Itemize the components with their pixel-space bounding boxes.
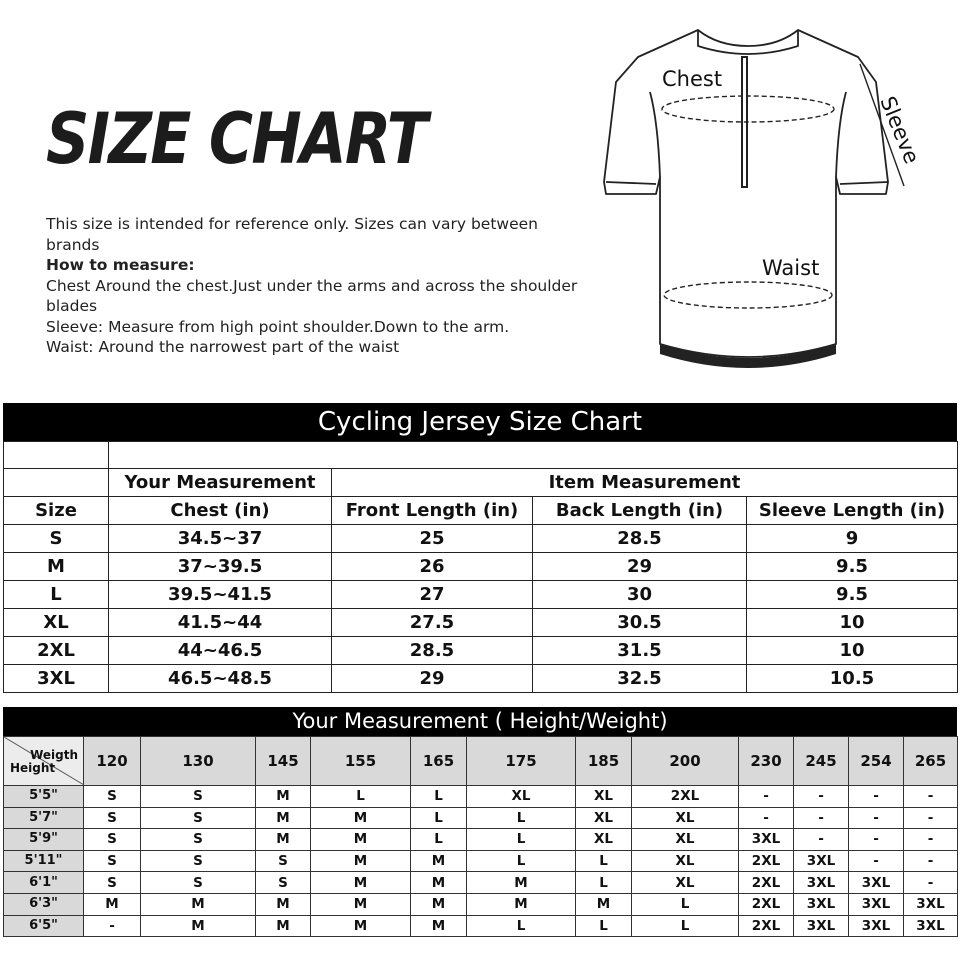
weight-header: 254 — [849, 737, 904, 786]
weight-header: 155 — [311, 737, 411, 786]
jersey-diagram — [598, 22, 924, 372]
column-header: Chest (in) — [109, 497, 332, 525]
size-row — [4, 637, 958, 665]
group-item-measurement: Item Measurement — [332, 469, 958, 497]
waist-instruction: Waist: Around the narrowest part of the waist — [46, 338, 400, 356]
recommended-size: - — [904, 872, 958, 894]
recommended-size: XL — [467, 786, 576, 808]
recommended-size: L — [411, 786, 467, 808]
recommended-size: L — [411, 829, 467, 851]
weight-header: 145 — [256, 737, 311, 786]
recommended-size: L — [632, 915, 739, 937]
size-value: 37~39.5 — [109, 553, 332, 581]
recommended-size: M — [256, 807, 311, 829]
recommended-size: - — [904, 850, 958, 872]
recommended-size: S — [256, 872, 311, 894]
recommended-size: L — [467, 829, 576, 851]
recommended-size: - — [739, 807, 794, 829]
recommended-size: M — [311, 829, 411, 851]
recommended-size: M — [141, 893, 256, 915]
size-value: 9.5 — [747, 581, 958, 609]
recommended-size: 2XL — [739, 893, 794, 915]
hw-header-row — [4, 737, 958, 786]
size-value: 34.5~37 — [109, 525, 332, 553]
recommended-size: 3XL — [794, 893, 849, 915]
size-row — [4, 665, 958, 693]
weight-header: 265 — [904, 737, 958, 786]
reference-note: This size is intended for reference only. Sizes can vary between brands — [46, 215, 538, 254]
recommended-size: XL — [576, 807, 632, 829]
size-value: 9 — [747, 525, 958, 553]
recommended-size: - — [84, 915, 141, 937]
size-label: S — [4, 525, 109, 553]
size-value: 46.5~48.5 — [109, 665, 332, 693]
recommended-size: XL — [576, 829, 632, 851]
recommended-size: S — [141, 829, 256, 851]
size-value: 32.5 — [533, 665, 747, 693]
recommended-size: 3XL — [904, 893, 958, 915]
how-to-measure-heading: How to measure: — [46, 256, 195, 274]
page-title: SIZE CHART — [46, 98, 427, 180]
recommended-size: - — [849, 807, 904, 829]
sleeve-instruction: Sleeve: Measure from high point shoulder.Down to the arm. — [46, 317, 510, 336]
recommended-size: - — [794, 786, 849, 808]
recommended-size: - — [739, 786, 794, 808]
size-value: 44~46.5 — [109, 637, 332, 665]
recommended-size: M — [411, 850, 467, 872]
recommended-size: M — [141, 915, 256, 937]
recommended-size: 2XL — [739, 872, 794, 894]
height-row — [4, 872, 958, 894]
recommended-size: L — [576, 872, 632, 894]
size-label: XL — [4, 609, 109, 637]
chest-instruction: Chest Around the chest.Just under the arms and across the shoulder blades — [46, 276, 578, 315]
recommended-size: 3XL — [849, 872, 904, 894]
hw-chart-title: Your Measurement ( Height/Weight) — [3, 707, 957, 736]
weight-header: 175 — [467, 737, 576, 786]
recommended-size: XL — [632, 872, 739, 894]
right-cuff — [840, 182, 888, 184]
size-value: 10 — [747, 609, 958, 637]
height-row — [4, 807, 958, 829]
recommended-size: - — [904, 829, 958, 851]
recommended-size: M — [411, 893, 467, 915]
size-value: 29 — [332, 665, 533, 693]
size-value: 30 — [533, 581, 747, 609]
size-value: 28.5 — [533, 525, 747, 553]
height-label: 5'9" — [4, 829, 84, 851]
recommended-size: 3XL — [794, 850, 849, 872]
column-header: Front Length (in) — [332, 497, 533, 525]
size-row — [4, 609, 958, 637]
left-seam — [650, 92, 660, 177]
size-label: 3XL — [4, 665, 109, 693]
size-chart-title: Cycling Jersey Size Chart — [3, 403, 957, 441]
weight-header: 120 — [84, 737, 141, 786]
recommended-size: 2XL — [739, 850, 794, 872]
recommended-size: XL — [632, 807, 739, 829]
recommended-size: M — [311, 915, 411, 937]
recommended-size: - — [849, 786, 904, 808]
recommended-size: S — [84, 829, 141, 851]
recommended-size: M — [256, 829, 311, 851]
jersey-collar — [698, 30, 798, 54]
recommended-size: 3XL — [904, 915, 958, 937]
height-row — [4, 915, 958, 937]
recommended-size: 2XL — [632, 786, 739, 808]
size-chart-header-row — [4, 497, 958, 525]
recommended-size: 2XL — [739, 915, 794, 937]
left-cuff — [606, 182, 656, 184]
corner-cell — [4, 737, 84, 786]
size-value: 9.5 — [747, 553, 958, 581]
recommended-size: M — [311, 807, 411, 829]
recommended-size: M — [467, 893, 576, 915]
recommended-size: L — [467, 807, 576, 829]
recommended-size: S — [256, 850, 311, 872]
size-label: L — [4, 581, 109, 609]
size-label: M — [4, 553, 109, 581]
height-label: 6'3" — [4, 893, 84, 915]
recommended-size: - — [904, 807, 958, 829]
height-label: 6'1" — [4, 872, 84, 894]
recommended-size: M — [256, 786, 311, 808]
recommended-size: - — [794, 829, 849, 851]
recommended-size: S — [141, 807, 256, 829]
recommended-size: M — [256, 893, 311, 915]
size-value: 10 — [747, 637, 958, 665]
weight-header: 200 — [632, 737, 739, 786]
column-header: Back Length (in) — [533, 497, 747, 525]
size-row — [4, 581, 958, 609]
recommended-size: L — [576, 915, 632, 937]
corner-weight-label: Weigth — [30, 748, 78, 762]
size-value: 25 — [332, 525, 533, 553]
size-value: 27 — [332, 581, 533, 609]
chest-label: Chest — [662, 67, 723, 91]
size-chart-table — [3, 441, 958, 693]
size-row — [4, 553, 958, 581]
size-value: 31.5 — [533, 637, 747, 665]
recommended-size: L — [632, 893, 739, 915]
height-label: 6'5" — [4, 915, 84, 937]
recommended-size: M — [411, 915, 467, 937]
height-row — [4, 829, 958, 851]
recommended-size: M — [311, 850, 411, 872]
size-value: 10.5 — [747, 665, 958, 693]
size-row — [4, 525, 958, 553]
weight-header: 165 — [411, 737, 467, 786]
recommended-size: M — [256, 915, 311, 937]
recommended-size: L — [467, 915, 576, 937]
size-value: 27.5 — [332, 609, 533, 637]
recommended-size: M — [311, 893, 411, 915]
height-weight-table — [3, 736, 958, 937]
height-row — [4, 893, 958, 915]
weight-header: 230 — [739, 737, 794, 786]
recommended-size: S — [84, 786, 141, 808]
height-label: 5'11" — [4, 850, 84, 872]
recommended-size: - — [849, 829, 904, 851]
recommended-size: S — [84, 807, 141, 829]
group-your-measurement: Your Measurement — [109, 469, 332, 497]
weight-header: 245 — [794, 737, 849, 786]
recommended-size: XL — [632, 850, 739, 872]
size-value: 29 — [533, 553, 747, 581]
recommended-size: 3XL — [849, 893, 904, 915]
recommended-size: XL — [632, 829, 739, 851]
recommended-size: M — [311, 872, 411, 894]
recommended-size: S — [141, 786, 256, 808]
measurement-instructions — [46, 214, 586, 358]
column-header: Size — [4, 497, 109, 525]
recommended-size: L — [467, 850, 576, 872]
size-value: 39.5~41.5 — [109, 581, 332, 609]
recommended-size: - — [904, 786, 958, 808]
hem-band — [660, 344, 836, 368]
sleeve-label: Sleeve — [875, 92, 924, 168]
size-value: 41.5~44 — [109, 609, 332, 637]
corner-height-label: Height — [10, 761, 56, 775]
size-value: 28.5 — [332, 637, 533, 665]
weight-header: 130 — [141, 737, 256, 786]
recommended-size: L — [311, 786, 411, 808]
waist-label: Waist — [762, 256, 820, 280]
recommended-size: 3XL — [794, 915, 849, 937]
height-label: 5'5" — [4, 786, 84, 808]
size-value: 30.5 — [533, 609, 747, 637]
recommended-size: - — [794, 807, 849, 829]
recommended-size: M — [576, 893, 632, 915]
recommended-size: - — [849, 850, 904, 872]
weight-header: 185 — [576, 737, 632, 786]
recommended-size: XL — [576, 786, 632, 808]
size-label: 2XL — [4, 637, 109, 665]
recommended-size: S — [141, 872, 256, 894]
height-row — [4, 850, 958, 872]
recommended-size: 3XL — [739, 829, 794, 851]
recommended-size: S — [84, 850, 141, 872]
recommended-size: M — [84, 893, 141, 915]
recommended-size: M — [411, 872, 467, 894]
size-value: 26 — [332, 553, 533, 581]
height-row — [4, 786, 958, 808]
recommended-size: S — [84, 872, 141, 894]
recommended-size: 3XL — [794, 872, 849, 894]
recommended-size: M — [467, 872, 576, 894]
recommended-size: L — [576, 850, 632, 872]
recommended-size: 3XL — [849, 915, 904, 937]
waist-measure-line — [664, 282, 832, 308]
right-seam — [836, 92, 846, 177]
height-label: 5'7" — [4, 807, 84, 829]
recommended-size: S — [141, 850, 256, 872]
column-header: Sleeve Length (in) — [747, 497, 958, 525]
recommended-size: L — [411, 807, 467, 829]
